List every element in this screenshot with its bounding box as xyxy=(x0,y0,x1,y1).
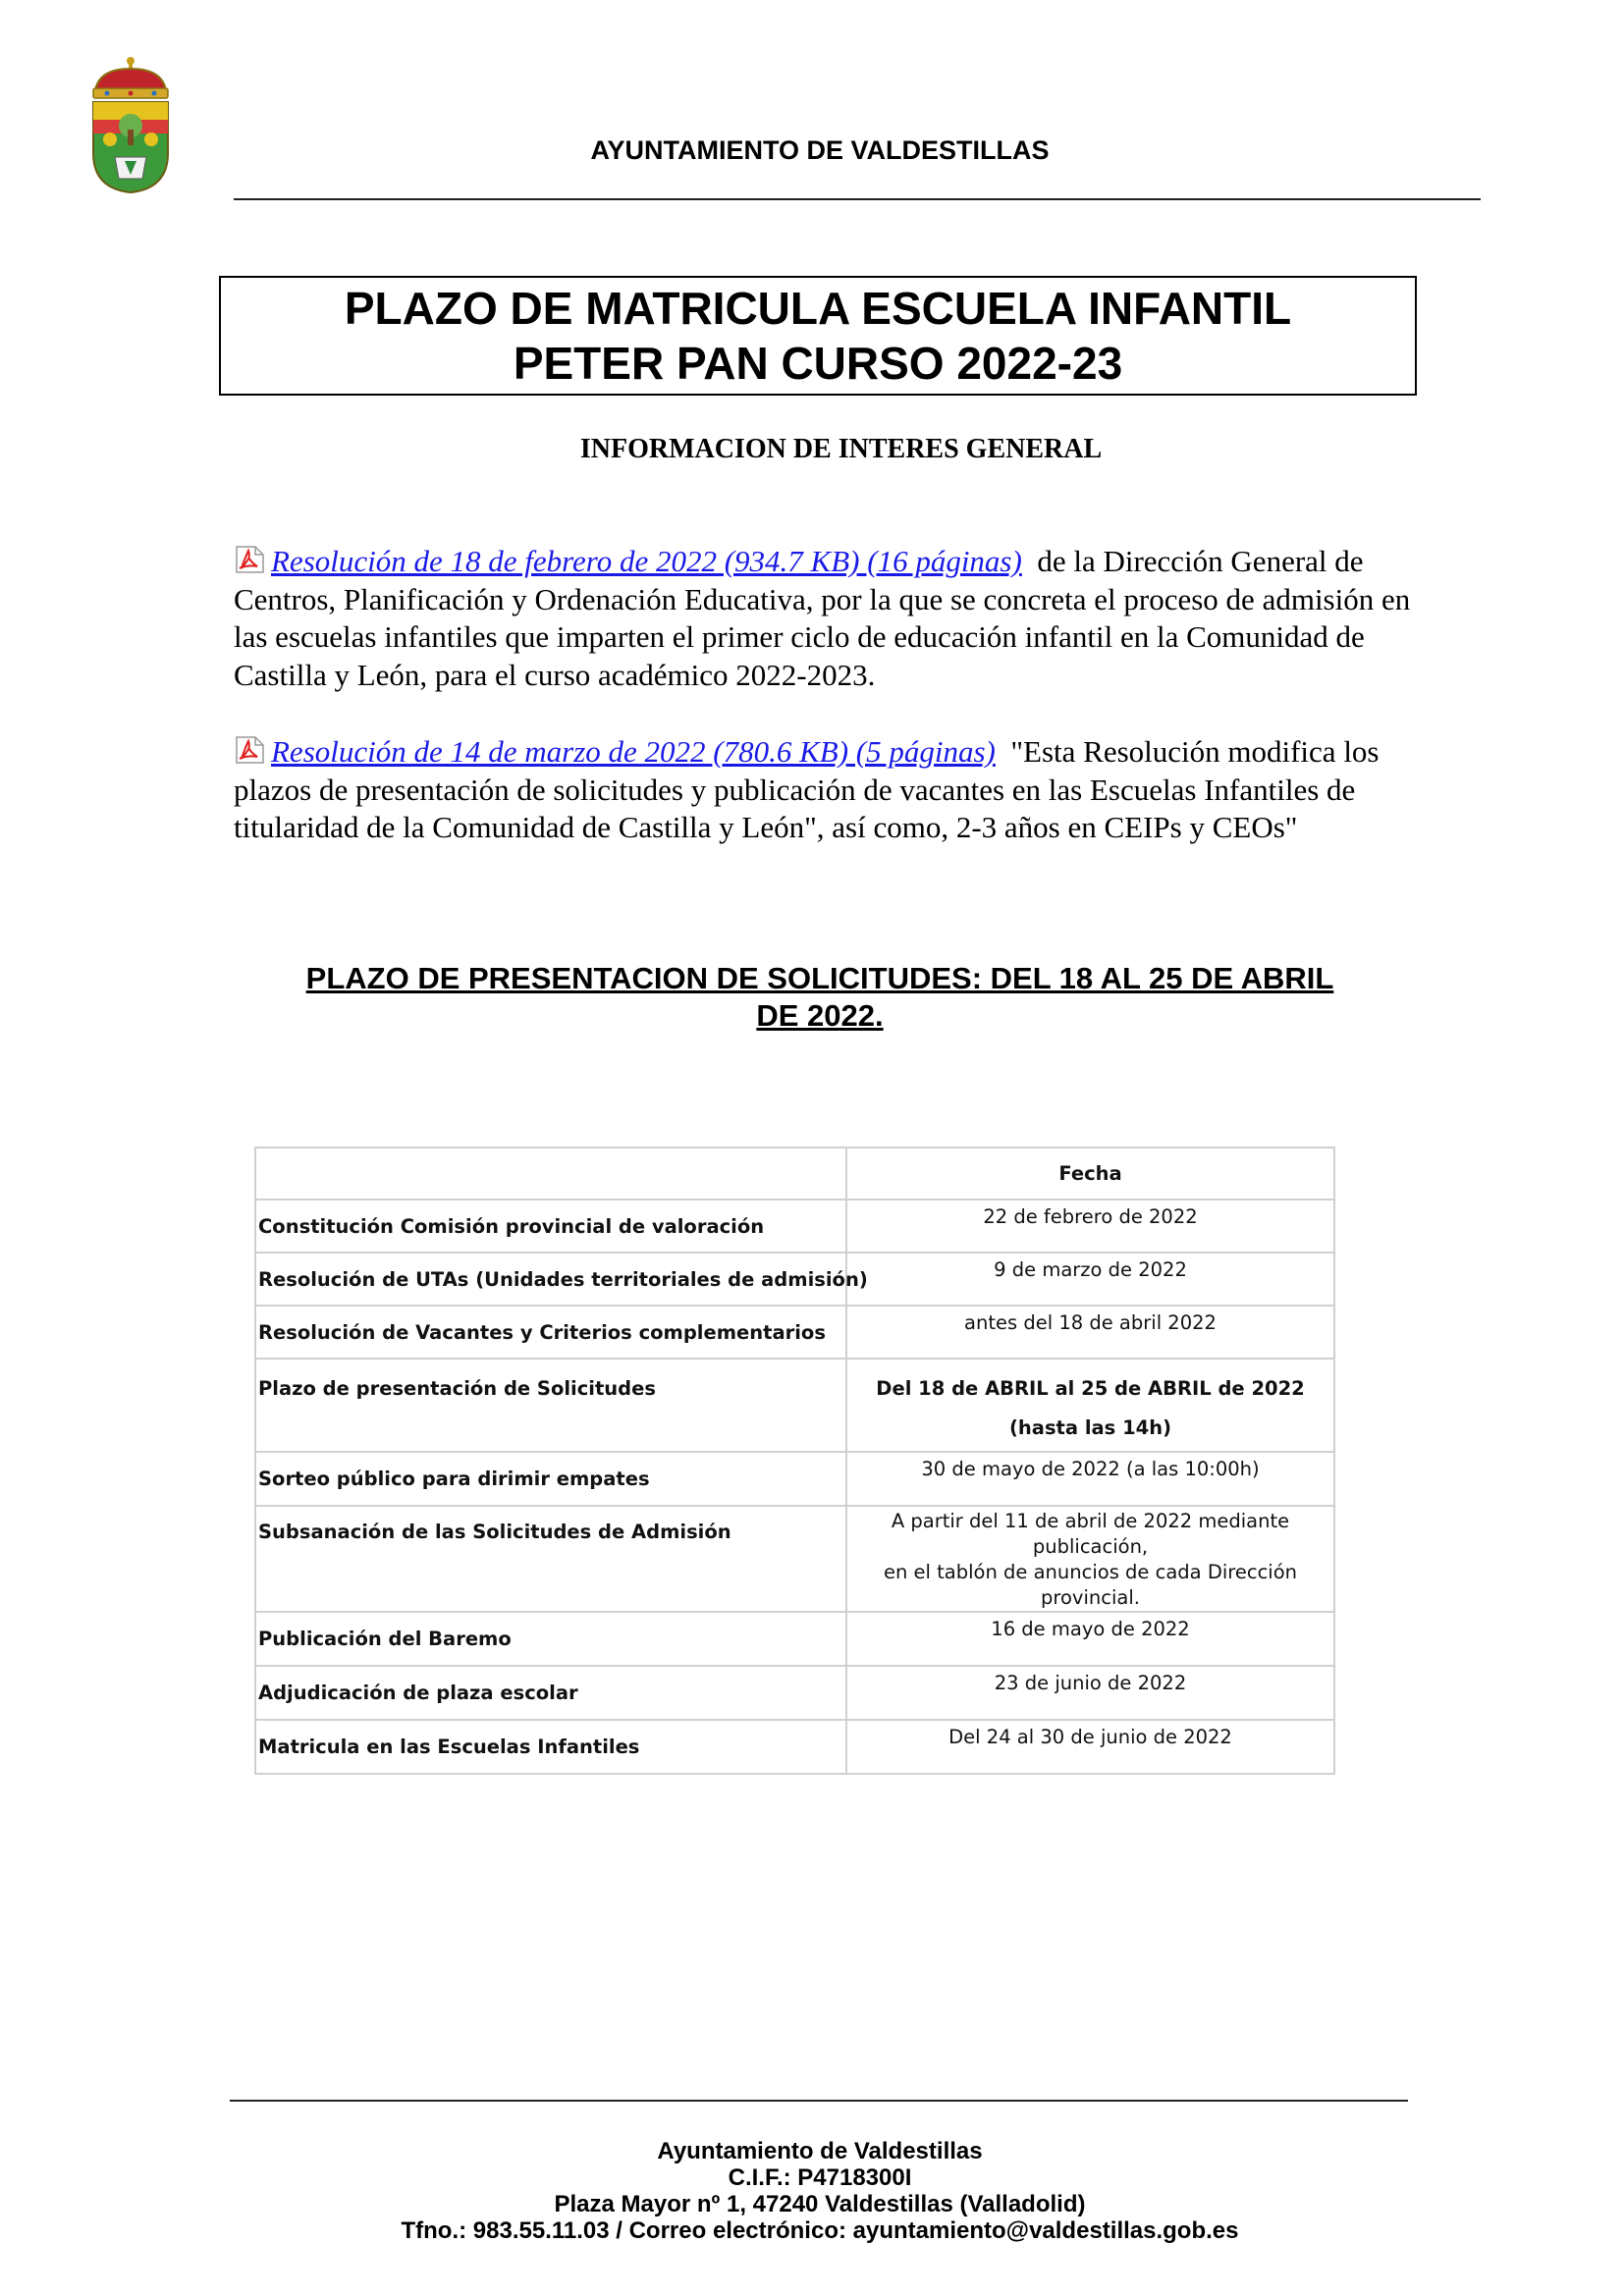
row-date xyxy=(846,1306,1334,1359)
footer-cif: C.I.F.: P4718300I xyxy=(728,2164,912,2191)
resolution-description-2: "Esta Resolución modifica los plazos de presentación de solicitudes y publicación de vacantes en las Escuelas Infantiles de titularidad de la Comunidad de Castilla y León", así como, 2-3 años en CEIPs y CEOs" xyxy=(234,734,1380,844)
row-date xyxy=(846,1452,1334,1506)
header-title: AYUNTAMIENTO DE VALDESTILLAS xyxy=(590,135,1050,165)
table-header-empty xyxy=(255,1148,846,1200)
row-label: Resolución de UTAs (Unidades territoriales de admisión) xyxy=(255,1253,846,1306)
document-title-line-1: PLAZO DE MATRICULA ESCUELA INFANTIL xyxy=(344,283,1292,334)
row-label: Subsanación de las Solicitudes de Admisión xyxy=(255,1506,846,1612)
row-label: Adjudicación de plaza escolar xyxy=(255,1666,846,1720)
table-row xyxy=(255,1506,1334,1612)
deadline-line-2: DE 2022. xyxy=(756,998,884,1033)
row-date xyxy=(846,1666,1334,1720)
resolution-paragraph-2 xyxy=(234,733,1412,847)
footer-contact: Tfno.: 983.55.11.03 / Correo electrónico: ayuntamiento@valdestillas.gob.es xyxy=(401,2217,1239,2244)
row-label: Constitución Comisión provincial de valoración xyxy=(255,1200,846,1253)
footer-name: Ayuntamiento de Valdestillas xyxy=(657,2138,983,2164)
row-date-line: en el tablón de anuncios de cada Dirección xyxy=(883,1561,1297,1583)
row-label: Plazo de presentación de Solicitudes xyxy=(255,1359,846,1452)
footer-divider xyxy=(230,2100,1408,2102)
document-title-box xyxy=(219,276,1417,396)
municipal-crest-logo xyxy=(85,55,176,194)
row-date xyxy=(846,1200,1334,1253)
table-row xyxy=(255,1359,1334,1452)
row-date-line: A partir del 11 de abril de 2022 mediante publicación, xyxy=(891,1510,1290,1558)
table-row xyxy=(255,1612,1334,1666)
row-date xyxy=(846,1253,1334,1306)
row-date-line: 16 de mayo de 2022 xyxy=(991,1618,1190,1640)
row-date xyxy=(846,1506,1334,1612)
row-date xyxy=(846,1720,1334,1774)
table-header-fecha: Fecha xyxy=(846,1148,1334,1200)
document-title-line-2: PETER PAN CURSO 2022-23 xyxy=(513,338,1123,389)
footer xyxy=(245,2138,1394,2244)
row-label: Sorteo público para dirimir empates xyxy=(255,1452,846,1506)
admission-schedule-table xyxy=(254,1147,1335,1775)
table-row xyxy=(255,1452,1334,1506)
pdf-file-icon xyxy=(234,735,267,765)
table-row xyxy=(255,1200,1334,1253)
resolution-paragraph-1 xyxy=(234,543,1412,694)
row-label: Publicación del Baremo xyxy=(255,1612,846,1666)
header-divider xyxy=(234,198,1481,200)
deadline-line-1: PLAZO DE PRESENTACION DE SOLICITUDES: DEL 18 AL 25 DE ABRIL xyxy=(305,961,1334,995)
row-date-line: Del 18 de ABRIL al 25 de ABRIL de 2022 xyxy=(876,1377,1305,1400)
pdf-file-icon xyxy=(234,545,267,574)
row-date-line: (hasta las 14h) xyxy=(1009,1416,1171,1439)
row-date xyxy=(846,1359,1334,1452)
resolution-description-1: de la Dirección General de Centros, Planificación y Ordenación Educativa, por la que se concreta el proceso de admisión en las escuelas infantiles que imparten el primer ciclo de educación infantil en la Comunidad de Castilla y León, para el curso académico 2022-2023. xyxy=(234,544,1411,692)
row-date-line: provincial. xyxy=(1041,1586,1140,1609)
row-date-line: Del 24 al 30 de junio de 2022 xyxy=(948,1726,1232,1748)
row-label: Matricula en las Escuelas Infantiles xyxy=(255,1720,846,1774)
table-header-row xyxy=(255,1148,1334,1200)
row-date xyxy=(846,1612,1334,1666)
row-date-line: 23 de junio de 2022 xyxy=(994,1672,1187,1694)
row-date-line: antes del 18 de abril 2022 xyxy=(964,1311,1217,1334)
table-row xyxy=(255,1720,1334,1774)
application-deadline-heading xyxy=(245,960,1394,1035)
row-date-line: 22 de febrero de 2022 xyxy=(983,1205,1198,1228)
section-subtitle: INFORMACION DE INTERES GENERAL xyxy=(579,434,1103,464)
resolution-link-2[interactable]: Resolución de 14 de marzo de 2022 (780.6 KB) (5 páginas) xyxy=(271,734,996,769)
table-row xyxy=(255,1306,1334,1359)
table-row xyxy=(255,1666,1334,1720)
resolution-link-1[interactable]: Resolución de 18 de febrero de 2022 (934.7 KB) (16 páginas) xyxy=(271,544,1022,578)
row-date-line: 9 de marzo de 2022 xyxy=(994,1258,1187,1281)
table-row xyxy=(255,1253,1334,1306)
footer-address: Plaza Mayor nº 1, 47240 Valdestillas (Valladolid) xyxy=(554,2191,1086,2217)
row-date-line: 30 de mayo de 2022 (a las 10:00h) xyxy=(921,1458,1260,1480)
row-label: Resolución de Vacantes y Criterios complementarios xyxy=(255,1306,846,1359)
